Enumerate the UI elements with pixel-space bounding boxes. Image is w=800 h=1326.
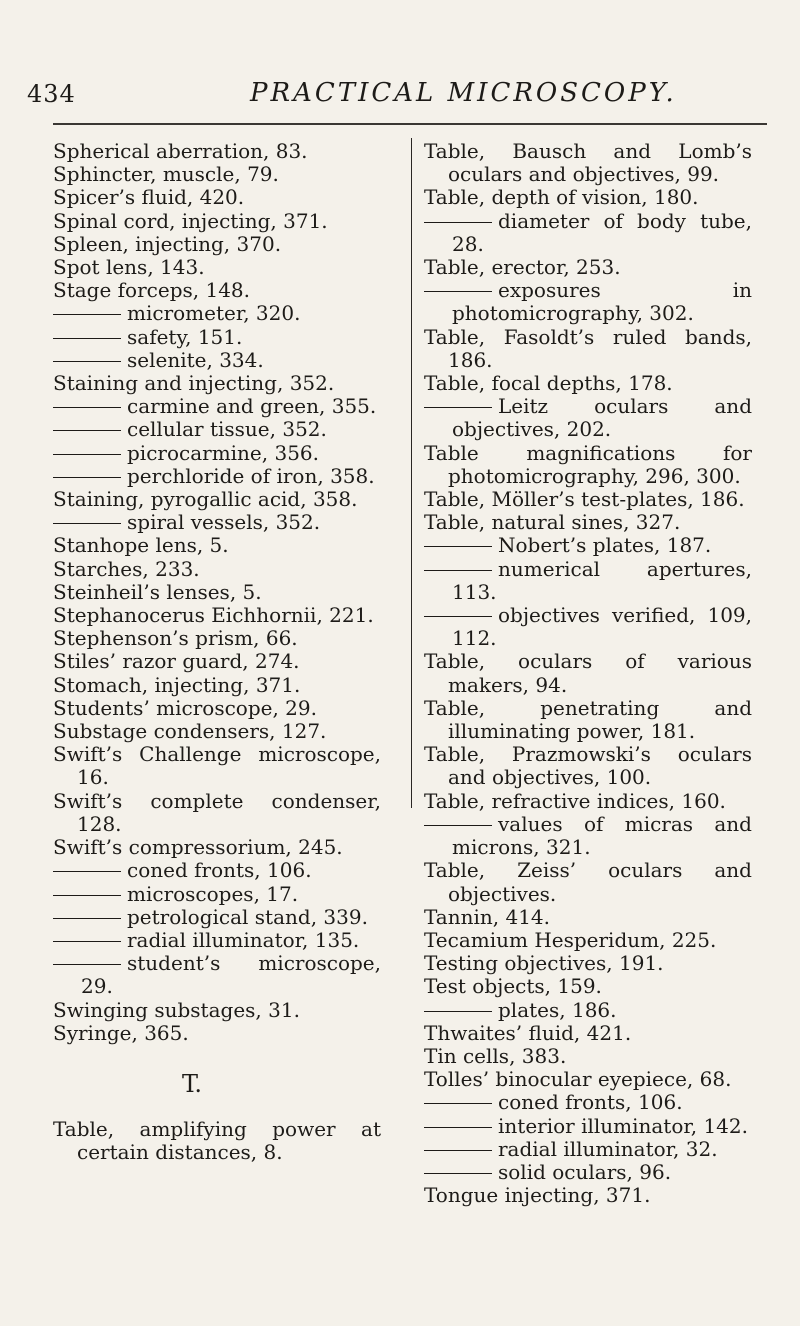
index-entry [53, 488, 381, 511]
ditto-dash [53, 407, 121, 408]
entry-text: Tolles’ binocular eyepiece, 68. [424, 1067, 732, 1092]
index-entry [53, 163, 381, 186]
entry-text: student’s microscope, 29. [81, 951, 381, 999]
index-entry [424, 488, 752, 511]
index-subentry [424, 1138, 752, 1161]
entry-text: Swift’s complete condenser, 128. [53, 788, 381, 836]
page-number: 434 [27, 80, 76, 108]
index-entry [53, 650, 381, 673]
entry-text: Table, Zeiss’ oculars and objectives. [424, 858, 752, 906]
entry-text: Swift’s compressorium, 245. [53, 835, 343, 860]
index-entry [53, 581, 381, 604]
index-entry [424, 372, 752, 395]
entry-list [53, 140, 381, 1045]
entry-text: safety, 151. [127, 324, 243, 349]
entry-text: picrocarmine, 356. [127, 440, 320, 465]
entry-text: Nobert’s plates, 187. [498, 533, 712, 558]
entry-text: Tin cells, 383. [424, 1043, 567, 1068]
entry-text: diameter of body tube, 28. [452, 208, 752, 256]
entry-text: Substage condensers, 127. [53, 719, 327, 744]
entry-text: Starches, 233. [53, 556, 200, 581]
index-subentry [53, 302, 381, 325]
entry-text: Testing objectives, 191. [424, 951, 664, 976]
index-entry [424, 906, 752, 929]
index-entry [53, 1022, 381, 1045]
ditto-dash [424, 1011, 492, 1012]
index-entry [424, 952, 752, 975]
ditto-dash [424, 570, 492, 571]
entry-text: Staining and injecting, 352. [53, 371, 335, 396]
index-subentry [53, 929, 381, 952]
ditto-dash [53, 314, 121, 315]
ditto-dash [424, 1127, 492, 1128]
running-title: PRACTICAL MICROSCOPY. [250, 78, 677, 108]
entry-text: Stephanocerus Eichhornii, 221. [53, 603, 374, 628]
header-rule [53, 123, 767, 125]
index-entry [424, 743, 752, 789]
index-subentry [424, 279, 752, 325]
entry-text: Spherical aberration, 83. [53, 139, 308, 163]
entry-text: perchloride of iron, 358. [127, 463, 375, 488]
index-column-right [424, 140, 752, 1207]
entry-text: cellular tissue, 352. [127, 417, 327, 442]
ditto-dash [53, 918, 121, 919]
entry-text: Thwaites’ fluid, 421. [424, 1020, 632, 1045]
entry-text: Syringe, 365. [53, 1020, 189, 1045]
index-entry [424, 650, 752, 696]
ditto-dash [53, 361, 121, 362]
entry-text: Steinheil’s lenses, 5. [53, 579, 262, 604]
entry-text: Table, penetrating and illuminating power, 181. [424, 695, 752, 744]
index-subentry [53, 418, 381, 441]
entry-text: spiral vessels, 352. [127, 510, 321, 535]
index-entry [424, 790, 752, 813]
entry-text: Tecamium Hesperidum, 225. [424, 927, 717, 952]
index-entry [424, 697, 752, 743]
index-subentry [424, 395, 752, 441]
column-divider [411, 138, 412, 808]
entry-text: values of micras and microns, 321. [452, 811, 752, 860]
index-entry [53, 256, 381, 279]
entry-text: Students’ microscope, 29. [53, 695, 317, 720]
index-entry [53, 534, 381, 557]
entry-text: Spicer’s fluid, 420. [53, 185, 245, 210]
entry-text: interior illuminator, 142. [498, 1113, 748, 1138]
index-subentry [424, 210, 752, 256]
index-entry [53, 186, 381, 209]
entry-text: coned fronts, 106. [498, 1090, 683, 1115]
index-column-left [53, 140, 381, 1165]
index-entry [424, 1184, 752, 1207]
index-entry [424, 511, 752, 534]
index-subentry [53, 952, 381, 998]
entry-text: exposures in photomicrography, 302. [452, 278, 752, 326]
ditto-dash [424, 546, 492, 547]
entry-text: Table, Möller’s test-plates, 186. [424, 487, 745, 512]
ditto-dash [53, 941, 121, 942]
index-entry [424, 140, 752, 186]
index-entry [424, 442, 752, 488]
index-subentry [424, 999, 752, 1022]
index-subentry [53, 442, 381, 465]
index-subentry [424, 558, 752, 604]
index-subentry [424, 534, 752, 557]
index-entry [53, 836, 381, 859]
entry-text: Table, Bausch and Lomb’s oculars and objectives, 99. [424, 139, 752, 187]
index-entry [424, 186, 752, 209]
index-entry [424, 1022, 752, 1045]
entry-text: numerical apertures, 113. [452, 556, 752, 604]
index-subentry [424, 1161, 752, 1184]
index-subentry [53, 349, 381, 372]
index-entry [53, 558, 381, 581]
index-entry [424, 975, 752, 998]
entry-text: Swift’s Challenge microscope, 16. [53, 742, 381, 790]
ditto-dash [53, 523, 121, 524]
ditto-dash [53, 477, 121, 478]
entry-text: Spinal cord, injecting, 371. [53, 208, 328, 233]
entry-text: petrological stand, 339. [127, 904, 368, 929]
entry-text: Table magnifications for photomicrography, 296, 300. [424, 440, 752, 488]
entry-text: Staining, pyrogallic acid, 358. [53, 487, 358, 512]
entry-text: Table, depth of vision, 180. [424, 185, 699, 210]
entry-list [424, 140, 752, 1207]
ditto-dash [424, 1103, 492, 1104]
entry-text: selenite, 334. [127, 347, 264, 372]
entry-text: Tongue injecting, 371. [424, 1183, 651, 1208]
ditto-dash [53, 430, 121, 431]
index-subentry [53, 883, 381, 906]
page-header [0, 0, 800, 120]
index-entry [424, 256, 752, 279]
entry-text: plates, 186. [498, 997, 617, 1022]
index-entry [53, 604, 381, 627]
index-entry [53, 743, 381, 789]
index-subentry [424, 813, 752, 859]
index-subentry [53, 859, 381, 882]
entry-text: radial illuminator, 32. [498, 1136, 718, 1161]
index-subentry [53, 465, 381, 488]
index-entry [53, 720, 381, 743]
entry-text: micrometer, 320. [127, 301, 301, 326]
entry-text: Table, Fasoldt’s ruled bands, 186. [424, 324, 752, 372]
ditto-dash [424, 1150, 492, 1151]
entry-text: Table, oculars of various makers, 94. [424, 649, 752, 697]
entry-text: Stanhope lens, 5. [53, 533, 229, 558]
ditto-dash [424, 825, 492, 826]
ditto-dash [424, 1173, 492, 1174]
ditto-dash [53, 871, 121, 872]
entry-text: Table, focal depths, 178. [424, 371, 673, 396]
index-entry [424, 1068, 752, 1091]
ditto-dash [53, 454, 121, 455]
ditto-dash [53, 895, 121, 896]
index-entry [53, 697, 381, 720]
entry-text: objectives verified, 109, 112. [452, 603, 752, 651]
entry-text: Stomach, injecting, 371. [53, 672, 301, 697]
entry-text: Stage forceps, 148. [53, 278, 251, 303]
index-subentry [53, 395, 381, 418]
index-entry [53, 140, 381, 163]
entry-text: coned fronts, 106. [127, 858, 312, 883]
ditto-dash [424, 222, 492, 223]
index-subentry [53, 511, 381, 534]
entry-list [53, 1118, 381, 1164]
entry-text: Sphincter, muscle, 79. [53, 162, 279, 187]
ditto-dash [53, 338, 121, 339]
index-entry [53, 790, 381, 836]
entry-text: carmine and green, 355. [127, 394, 377, 419]
entry-text: Table, natural sines, 327. [424, 510, 681, 535]
index-entry [53, 372, 381, 395]
index-entry [53, 279, 381, 302]
section-letter: T. [181, 1069, 203, 1098]
entry-text: radial illuminator, 135. [127, 927, 360, 952]
index-entry [53, 233, 381, 256]
index-entry [53, 1118, 381, 1164]
index-entry [424, 929, 752, 952]
index-entry [53, 210, 381, 233]
entry-text: microscopes, 17. [127, 881, 299, 906]
index-entry [53, 627, 381, 650]
index-entry [424, 859, 752, 905]
index-entry [53, 674, 381, 697]
entry-text: Table, Prazmowski’s oculars and objectives, 100. [424, 742, 752, 790]
index-subentry [424, 1115, 752, 1138]
entry-text: Table, refractive indices, 160. [424, 788, 726, 813]
entry-text: Table, amplifying power at certain distances, 8. [53, 1117, 381, 1165]
entry-text: Leitz oculars and objectives, 202. [452, 394, 752, 442]
ditto-dash [424, 291, 492, 292]
ditto-dash [424, 407, 492, 408]
entry-text: Table, erector, 253. [424, 255, 621, 280]
entry-text: Tannin, 414. [424, 904, 550, 929]
index-entry [424, 1045, 752, 1068]
index-subentry [424, 604, 752, 650]
entry-text: Spot lens, 143. [53, 255, 205, 280]
entry-text: solid oculars, 96. [498, 1159, 672, 1184]
entry-text: Swinging substages, 31. [53, 997, 300, 1022]
index-entry [53, 999, 381, 1022]
entry-text: Stephenson’s prism, 66. [53, 626, 298, 651]
index-entry [424, 326, 752, 372]
ditto-dash [53, 964, 121, 965]
index-subentry [53, 906, 381, 929]
ditto-dash [424, 616, 492, 617]
index-subentry [53, 326, 381, 349]
entry-text: Stiles’ razor guard, 274. [53, 649, 300, 674]
entry-text: Spleen, injecting, 370. [53, 231, 282, 256]
index-subentry [424, 1091, 752, 1114]
entry-text: Test objects, 159. [424, 974, 602, 999]
